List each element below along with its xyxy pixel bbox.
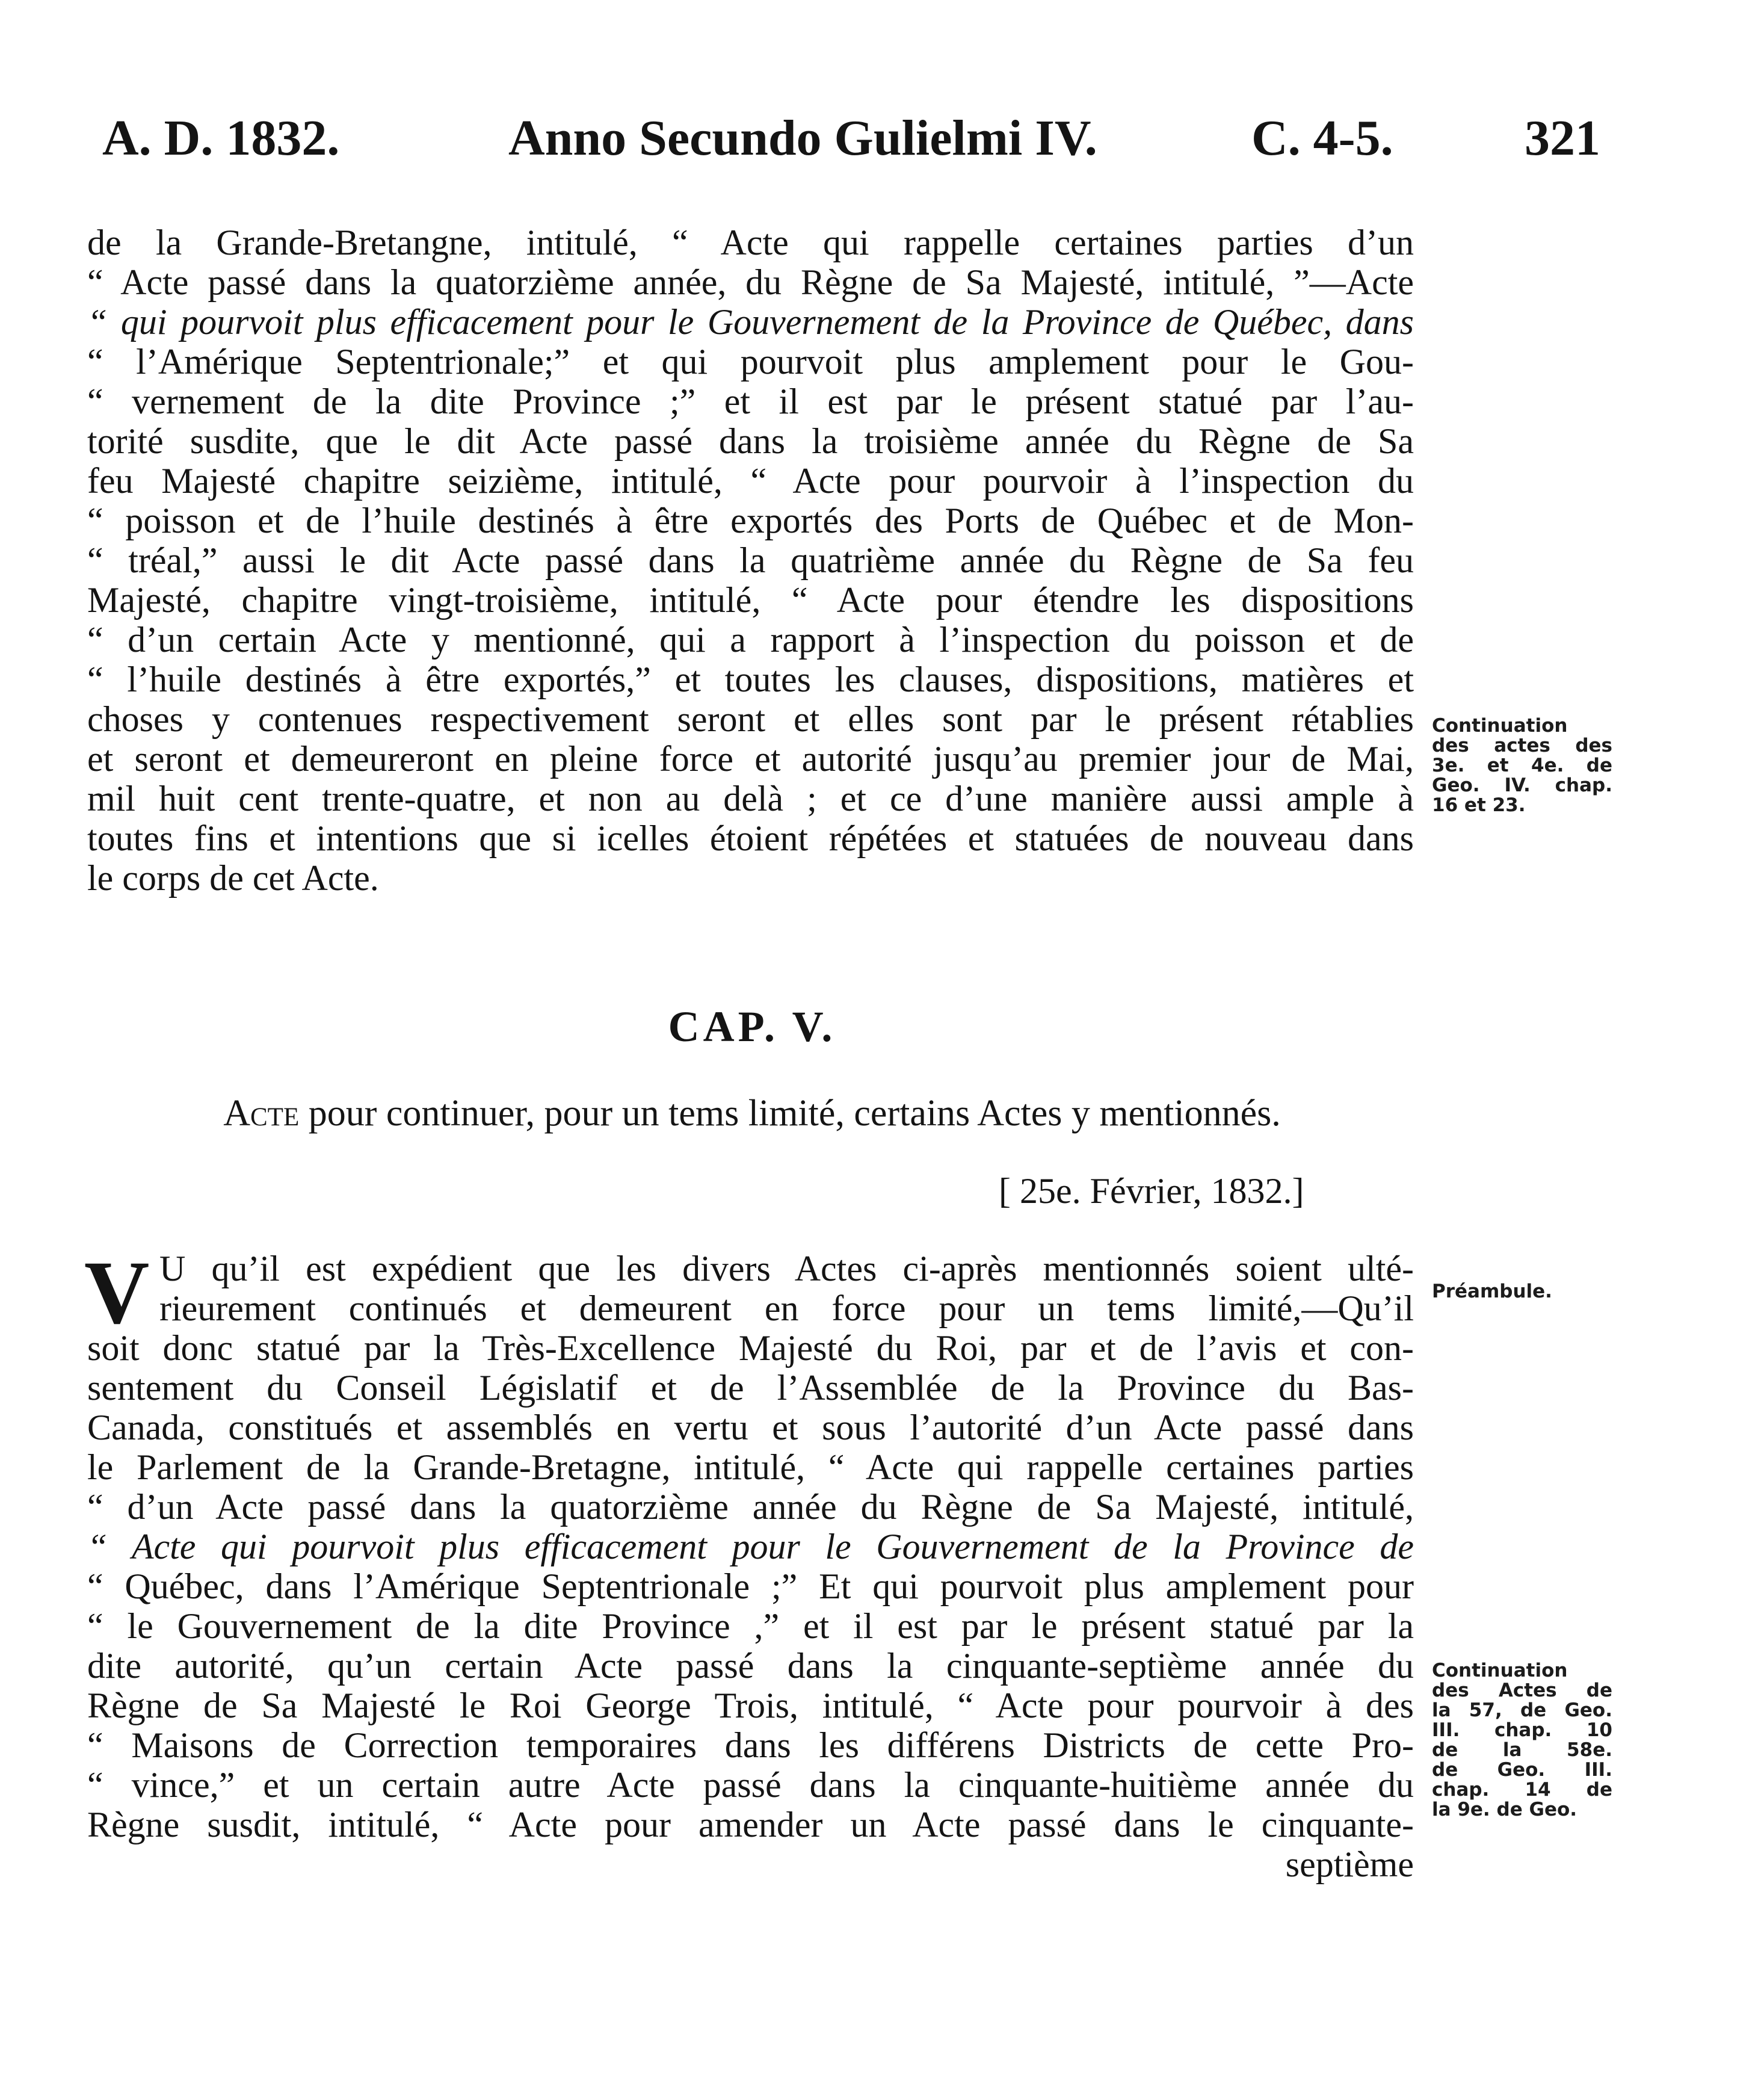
- margin-note-continuation-1: [1432, 716, 1612, 815]
- drop-cap: V: [84, 1243, 150, 1343]
- margin-note-line: la 9e. de Geo.: [1432, 1799, 1577, 1820]
- text-line: de la Grande-Bretangne, intitulé, “ Acte qui rappelle certaines parties d’un: [87, 223, 1414, 262]
- margin-note-line: Préambule.: [1432, 1281, 1552, 1302]
- margin-note-line: Continuation: [1432, 715, 1568, 737]
- text-line: “ Maisons de Correction temporaires dans les différens Districts de cette Pro-: [87, 1725, 1414, 1765]
- text-line: Règne de Sa Majesté le Roi George Trois, intitulé, “ Acte pour pourvoir à des: [87, 1686, 1414, 1725]
- margin-note-line: chap. 14 de: [1432, 1779, 1612, 1801]
- margin-note-line: III. chap. 10: [1432, 1719, 1612, 1741]
- text-line: “ Acte qui pourvoit plus efficacement pour le Gouvernement de la Province de: [87, 1527, 1414, 1566]
- margin-note-line: de Geo. III.: [1432, 1759, 1612, 1781]
- text-line: “ qui pourvoit plus efficacement pour le Gouvernement de la Province de Québec, dans: [87, 302, 1414, 342]
- text-line: “ Acte passé dans la quatorzième année, du Règne de Sa Majesté, intitulé, ”—Acte: [87, 262, 1414, 302]
- chapter-4-text: [87, 223, 1414, 898]
- text-line: choses y contenues respectivement seront et elles sont par le présent rétablies: [87, 699, 1414, 739]
- text-line: Majesté, chapitre vingt-troisième, intitulé, “ Acte pour étendre les dispositions: [87, 580, 1414, 620]
- text-line: torité susdite, que le dit Acte passé dans la troisième année du Règne de Sa: [87, 421, 1414, 461]
- text-line: “ vernement de la dite Province ;” et il est par le présent statué par l’au-: [87, 382, 1414, 421]
- text-line: le Parlement de la Grande-Bretagne, intitulé, “ Acte qui rappelle certaines parties: [87, 1447, 1414, 1487]
- text-line: mil huit cent trente-quatre, et non au delà ; et ce d’une manière aussi ample à: [87, 779, 1414, 818]
- text-line: “ tréal,” aussi le dit Acte passé dans la quatrième année du Règne de Sa feu: [87, 540, 1414, 580]
- text-line: “ l’Amérique Septentrionale;” et qui pourvoit plus amplement pour le Gou-: [87, 342, 1414, 382]
- margin-note-line: des Actes de: [1432, 1680, 1612, 1701]
- act-title-first-word: Acte: [223, 1093, 300, 1134]
- act-title-rest: pour continuer, pour un tems limité, certains Actes y mentionnés.: [299, 1093, 1281, 1134]
- text-line: toutes fins et intentions que si icelles étoient répétées et statuées de nouveau dans: [87, 818, 1414, 858]
- margin-note-line: la 57, de Geo.: [1432, 1699, 1612, 1721]
- text-line: “ d’un Acte passé dans la quatorzième année du Règne de Sa Majesté, intitulé,: [87, 1487, 1414, 1527]
- margin-note-line: des actes des: [1432, 735, 1612, 756]
- chapter-heading: CAP. V.: [668, 1003, 836, 1051]
- catchword: septième: [1285, 1844, 1414, 1884]
- text-line: Canada, constitués et assemblés en vertu et sous l’autorité d’un Acte passé dans: [87, 1408, 1414, 1447]
- text-line: sentement du Conseil Législatif et de l’Assemblée de la Province du Bas-: [87, 1368, 1414, 1408]
- text-line: feu Majesté chapitre seizième, intitulé, “ Acte pour pourvoir à l’inspection du: [87, 461, 1414, 501]
- margin-note-preamble: [1432, 1282, 1612, 1302]
- text-line: “ vince,” et un certain autre Acte passé dans la cinquante-huitième année du: [87, 1765, 1414, 1805]
- margin-note-line: 3e. et 4e. de: [1432, 755, 1612, 776]
- header-year: A. D. 1832.: [102, 110, 340, 166]
- text-line: et seront et demeureront en pleine force et autorité jusqu’au premier jour de Mai,: [87, 739, 1414, 779]
- chapter-5-text: [87, 1249, 1414, 1884]
- text-line: “ Québec, dans l’Amérique Septentrionale ;” Et qui pourvoit plus amplement pour: [87, 1566, 1414, 1606]
- page-number: 321: [1525, 110, 1600, 166]
- text-line: “ l’huile destinés à être exportés,” et toutes les clauses, dispositions, matières et: [87, 660, 1414, 699]
- header-title: Anno Secundo Gulielmi IV.: [508, 110, 1097, 166]
- text-line: le corps de cet Acte.: [87, 858, 379, 898]
- text-line: rieurement continués et demeurent en force pour un tems limité,—Qu’il: [159, 1288, 1414, 1328]
- act-title: [78, 1092, 1426, 1135]
- text-line: “ poisson et de l’huile destinés à être exportés des Ports de Québec et de Mon-: [87, 501, 1414, 540]
- header-chapters: C. 4-5.: [1251, 110, 1393, 166]
- margin-note-continuation-2: [1432, 1661, 1612, 1820]
- text-line: “ d’un certain Acte y mentionné, qui a rapport à l’inspection du poisson et de: [87, 620, 1414, 660]
- text-line: soit donc statué par la Très-Excellence Majesté du Roi, par et de l’avis et con-: [87, 1328, 1414, 1368]
- text-line: “ le Gouvernement de la dite Province ,” et il est par le présent statué par la: [87, 1606, 1414, 1646]
- act-date: [ 25e. Février, 1832.]: [999, 1171, 1304, 1211]
- margin-note-line: Continuation: [1432, 1660, 1568, 1681]
- text-line: Règne susdit, intitulé, “ Acte pour amender un Acte passé dans le cinquante-: [87, 1805, 1414, 1844]
- margin-note-line: Geo. IV. chap.: [1432, 775, 1612, 796]
- text-line: U qu’il est expédient que les divers Actes ci-après mentionnés soient ulté-: [159, 1249, 1414, 1288]
- margin-note-line: 16 et 23.: [1432, 794, 1526, 816]
- margin-note-line: de la 58e.: [1432, 1739, 1612, 1761]
- text-line: dite autorité, qu’un certain Acte passé dans la cinquante-septième année du: [87, 1646, 1414, 1686]
